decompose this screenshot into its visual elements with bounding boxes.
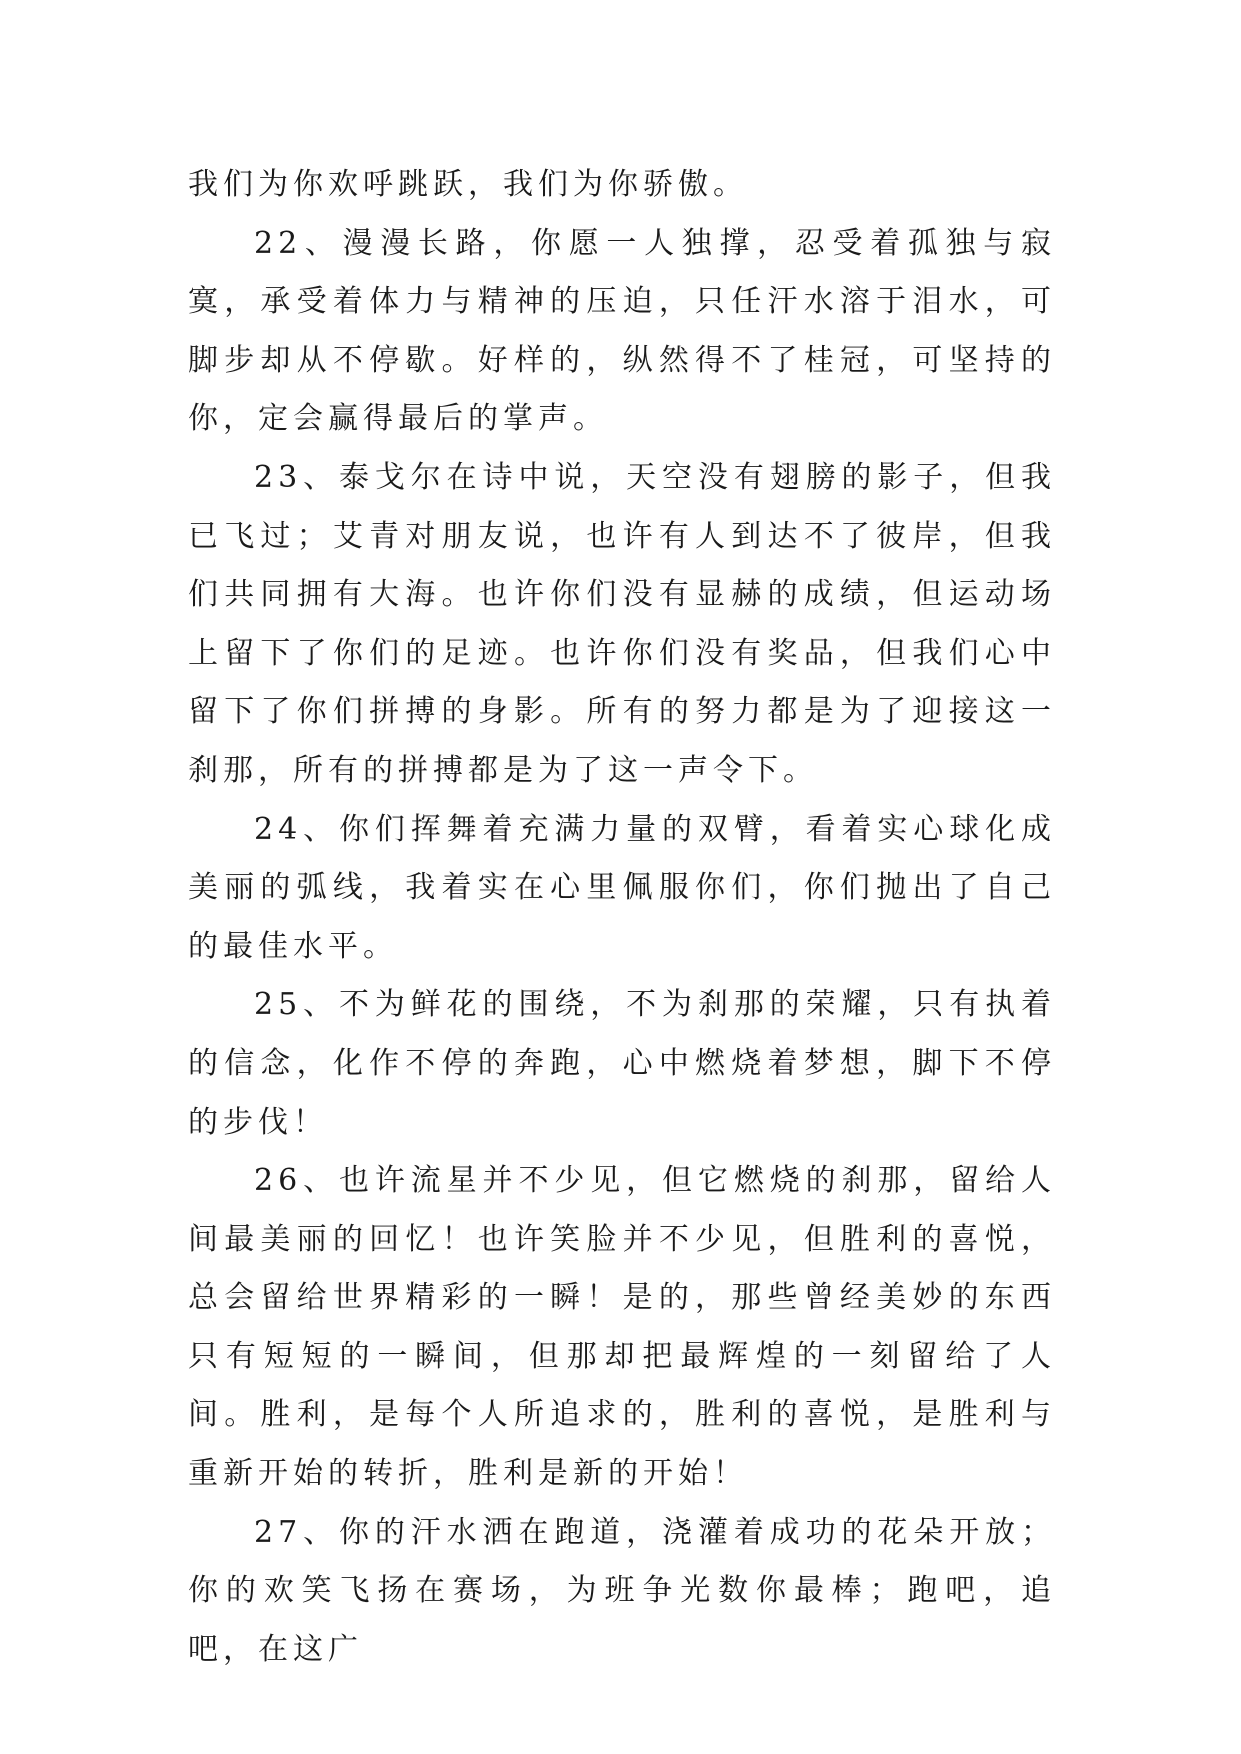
paragraph-continuation: 我们为你欢呼跳跃，我们为你骄傲。 — [188, 167, 748, 202]
paragraph-22: 22、漫漫长路，你愿一人独撑，忍受着孤独与寂寞，承受着体力与精神的压迫，只任汗水溶于泪水，可脚步却从不停歇。好样的，纵然得不了桂冠，可坚持的你，定会赢得最后的掌声。 — [188, 225, 1056, 437]
paragraph-27: 27、你的汗水洒在跑道，浇灌着成功的花朵开放；你的欢笑飞扬在赛场，为班争光数你最棒；跑吧，追吧，在这广 — [188, 1514, 1056, 1667]
document-body — [188, 156, 1056, 1679]
paragraph-23: 23、泰戈尔在诗中说，天空没有翅膀的影子，但我已飞过；艾青对朋友说，也许有人到达不了彼岸，但我们共同拥有大海。也许你们没有显赫的成绩，但运动场上留下了你们的足迹。也许你们没有奖品，但我们心中留下了你们拼搏的身影。所有的努力都是为了迎接这一刹那，所有的拼搏都是为了这一声令下。 — [188, 459, 1056, 788]
paragraph-25: 25、不为鲜花的围绕，不为刹那的荣耀，只有执着的信念，化作不停的奔跑，心中燃烧着梦想，脚下不停的步伐！ — [188, 987, 1056, 1140]
paragraph-24: 24、你们挥舞着充满力量的双臂，看着实心球化成美丽的弧线，我着实在心里佩服你们，你们抛出了自己的最佳水平。 — [188, 811, 1056, 964]
paragraph-26: 26、也许流星并不少见，但它燃烧的刹那，留给人间最美丽的回忆！也许笑脸并不少见，但胜利的喜悦，总会留给世界精彩的一瞬！是的，那些曾经美妙的东西只有短短的一瞬间，但那却把最辉煌的一刻留给了人间。胜利，是每个人所追求的，胜利的喜悦，是胜利与重新开始的转折，胜利是新的开始！ — [188, 1163, 1056, 1492]
